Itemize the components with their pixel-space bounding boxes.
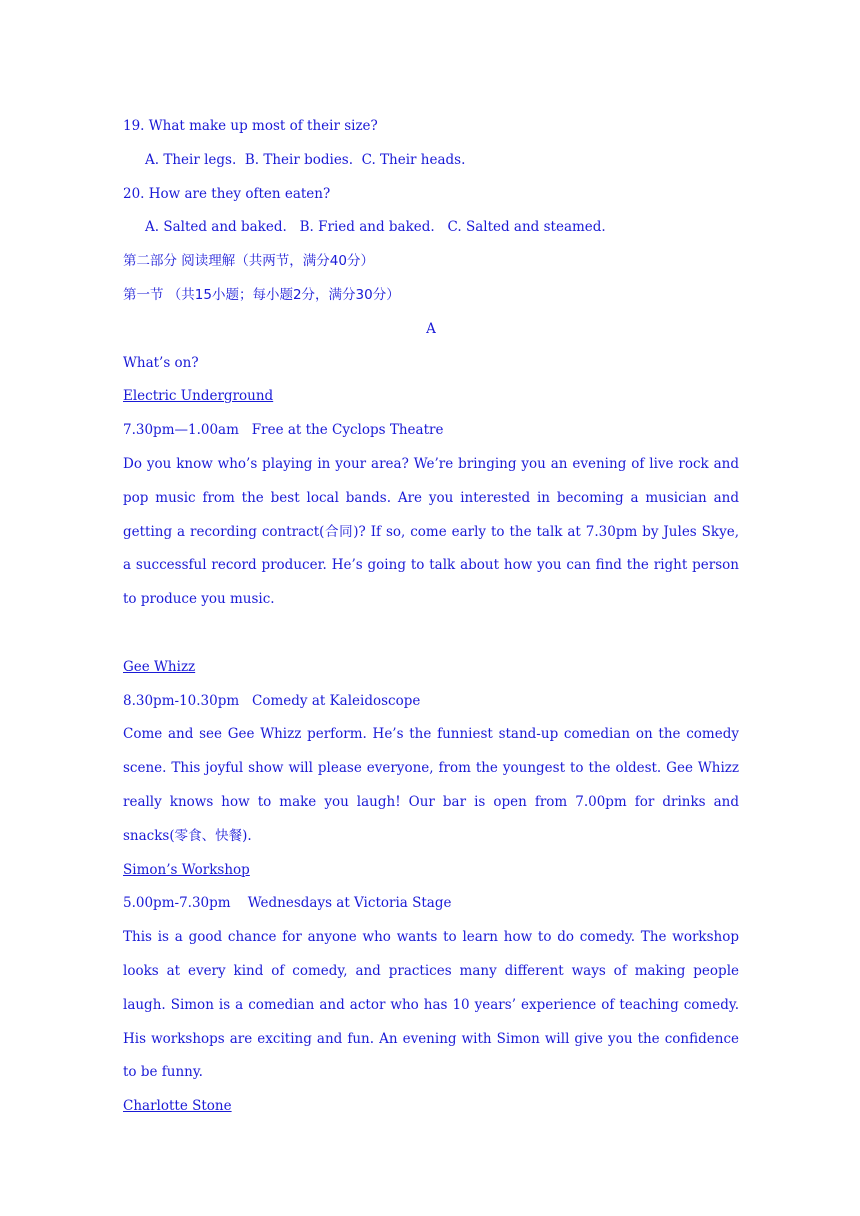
event-info-gee-whizz: 8.30pm-10.30pm Comedy at Kaleidoscope: [123, 692, 421, 709]
event-body-simons-workshop: This is a good chance for anyone who wants to learn how to do comedy. The workshop looks at every kind of comedy, and practices many different ways of making people laugh. Simon is a comedian and actor who has 10 years’ experience of teaching comedy. His workshops are exciting and fun. An evening with Simon will give you the confidence to be funny.: [123, 929, 739, 1081]
event-title-charlotte-stone: Charlotte Stone: [123, 1098, 232, 1115]
passage-letter: A: [426, 320, 436, 337]
event-info-simons-workshop: 5.00pm-7.30pm Wednesdays at Victoria Stage: [123, 895, 452, 912]
spacer: [123, 617, 739, 651]
event-title-simons-workshop: Simon’s Workshop: [123, 861, 250, 878]
passage-heading: What’s on?: [123, 354, 199, 371]
question-19-options: A. Their legs. B. Their bodies. C. Their heads.: [145, 151, 466, 168]
event-body-electric-underground: Do you know who’s playing in your area? We’re bringing you an evening of live rock and pop music from the best local bands. Are you interested in becoming a musician and getting a recording contract(合同)? If so, come early to the talk at 7.30pm by Jules Skye, a successful record producer. He’s going to talk about how you can find the right person to produce you music.: [123, 455, 739, 608]
question-20-options: A. Salted and baked. B. Fried and baked. C. Salted and steamed.: [145, 219, 606, 236]
question-19-stem: 19. What make up most of their size?: [123, 118, 378, 134]
event-title-gee-whizz: Gee Whizz: [123, 658, 196, 675]
event-title-electric-underground: Electric Underground: [123, 388, 274, 405]
event-info-electric-underground: 7.30pm—1.00am Free at the Cyclops Theatre: [123, 422, 444, 439]
subsection-title: 第一节 （共15小题；每小题2分，满分30分）: [123, 286, 400, 303]
part-title: 第二部分 阅读理解（共两节，满分40分）: [123, 253, 374, 270]
event-body-gee-whizz: Come and see Gee Whizz perform. He’s the funniest stand-up comedian on the comedy scene. This joyful show will please everyone, from the youngest to the oldest. Gee Whizz really knows how to make you laugh! Our bar is open from 7.00pm for drinks and snacks(零食、快餐).: [123, 726, 739, 844]
document-content: [123, 110, 739, 1124]
question-20-stem: 20. How are they often eaten?: [123, 185, 331, 202]
